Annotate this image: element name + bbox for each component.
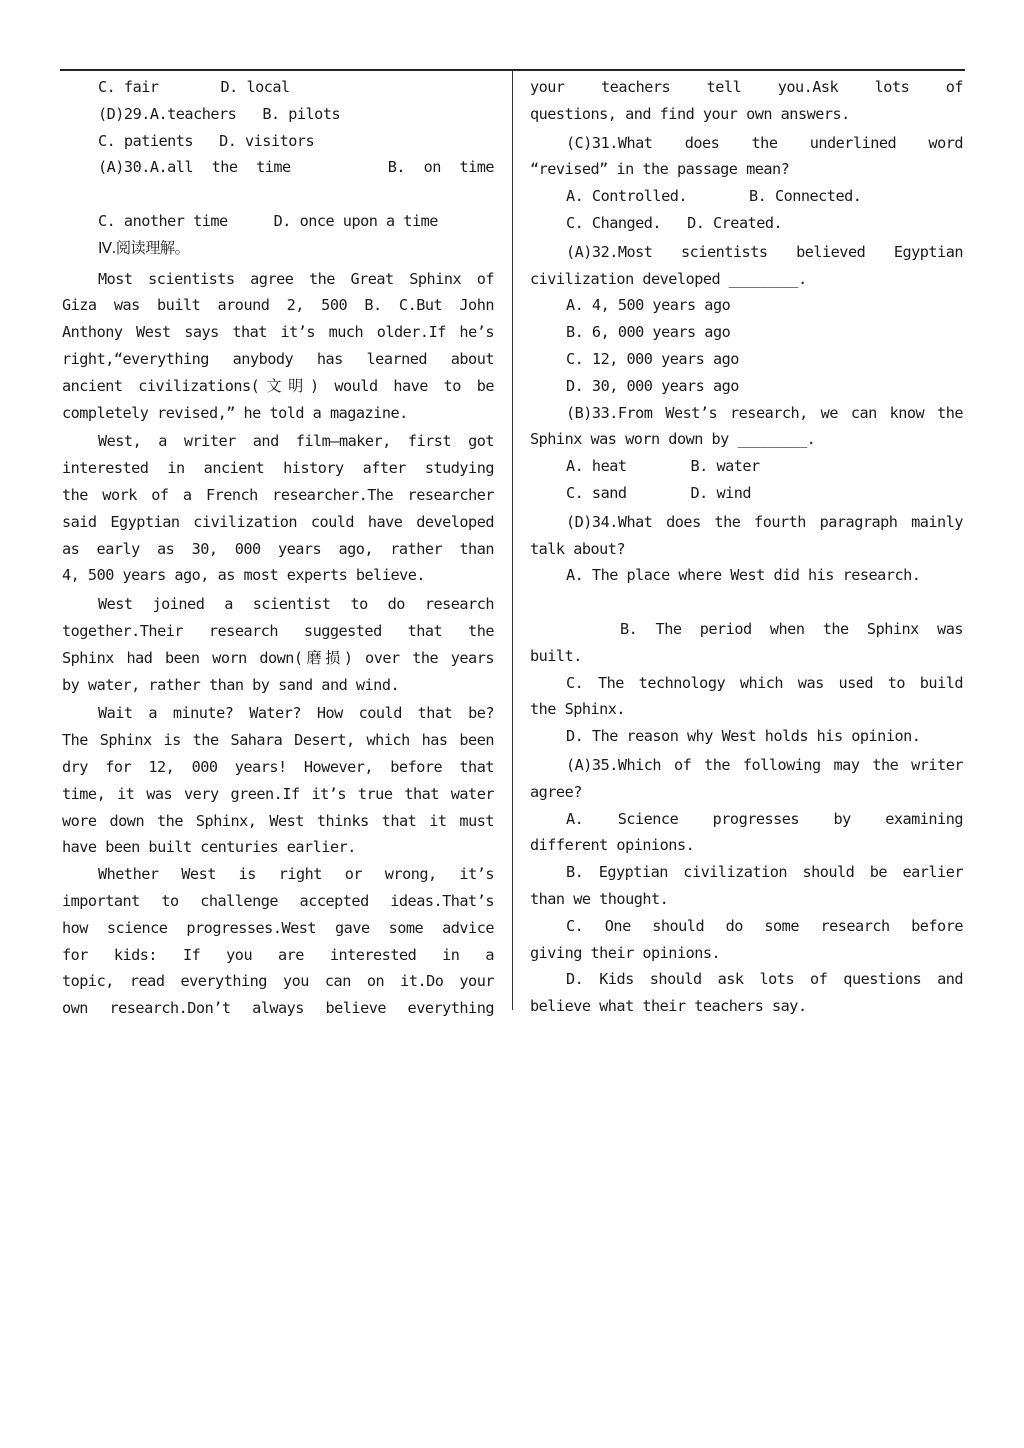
q35-option: than we thought. xyxy=(530,889,669,908)
q35-option: C. One should do some research before xyxy=(566,916,963,935)
q34-stem: (D)34.What does the fourth paragraph mainly xyxy=(566,512,963,531)
passage-line: said Egyptian civilization could have developed xyxy=(62,512,494,531)
q32-option: D. 30, 000 years ago xyxy=(566,376,739,395)
passage-line: own research.Don’t always believe everything xyxy=(62,999,494,1018)
q34-option: C. The technology which was used to build xyxy=(566,673,963,692)
q30-line-1: (A)30.A.all the time B. on time xyxy=(98,158,494,177)
passage-line: The Sphinx is the Sahara Desert, which has been xyxy=(62,731,494,750)
passage-line: completely revised,” he told a magazine. xyxy=(62,403,408,422)
q33-options: A. heat B. water xyxy=(566,457,760,476)
q35-option: believe what their teachers say. xyxy=(530,997,807,1016)
passage-line: topic, read everything you can on it.Do your xyxy=(62,972,494,991)
q33-stem: Sphinx was worn down by ________. xyxy=(530,430,816,449)
q33-options: C. sand D. wind xyxy=(566,483,752,502)
q35-option: giving their opinions. xyxy=(530,943,721,962)
q34-option: the Sphinx. xyxy=(530,700,626,719)
q32-option: A. 4, 500 years ago xyxy=(566,296,731,315)
q31-stem: (C)31.What does the underlined word xyxy=(566,133,963,152)
passage-line: right,“everything anybody has learned about xyxy=(62,349,494,368)
passage-line: ancient civilizations(文明) would have to be xyxy=(62,376,494,395)
passage-line: interested in ancient history after studying xyxy=(62,459,494,478)
column-divider xyxy=(512,70,513,1010)
reading-passage xyxy=(62,266,494,1022)
q32-stem: (A)32.Most scientists believed Egyptian xyxy=(566,242,963,261)
q29-line-1: (D)29.A.teachers B. pilots xyxy=(98,104,341,123)
passage-line: Giza was built around 2, 500 B. C.But John xyxy=(62,296,494,315)
passage-line: questions, and find your own answers. xyxy=(530,104,850,123)
section-heading: Ⅳ.阅读理解。 xyxy=(98,238,190,257)
blank-line xyxy=(62,181,494,208)
q35-stem: agree? xyxy=(530,782,582,801)
passage-line: Wait a minute? Water? How could that be? xyxy=(98,704,494,723)
passage-line: how science progresses.West gave some advice xyxy=(62,918,494,937)
passage-line: Whether West is right or wrong, it’s xyxy=(98,865,494,884)
passage-line: Most scientists agree the Great Sphinx of xyxy=(98,269,494,288)
passage-line: together.Their research suggested that the xyxy=(62,621,494,640)
q31-stem: “revised” in the passage mean? xyxy=(530,160,790,179)
passage-line: for kids: If you are interested in a xyxy=(62,945,494,964)
q34-option: D. The reason why West holds his opinion. xyxy=(566,727,921,746)
q34-stem: talk about? xyxy=(530,539,626,558)
passage-line: your teachers tell you.Ask lots of xyxy=(530,78,963,96)
passage-line: West joined a scientist to do research xyxy=(98,595,494,614)
q31-options: A. Controlled. B. Connected. xyxy=(566,187,862,206)
q32-option: B. 6, 000 years ago xyxy=(566,323,731,342)
q33-stem: (B)33.From West’s research, we can know the xyxy=(566,403,963,422)
q34-option: B. The period when the Sphinx was xyxy=(620,619,963,638)
passage-line: the work of a French researcher.The researcher xyxy=(62,485,494,504)
passage-line: wore down the Sphinx, West thinks that it must xyxy=(62,811,494,830)
passage-line: time, it was very green.If it’s true that water xyxy=(62,784,494,803)
q32-stem: civilization developed ________. xyxy=(530,269,807,288)
q35-option: D. Kids should ask lots of questions and xyxy=(566,970,963,989)
passage-line: dry for 12, 000 years! However, before that xyxy=(62,757,494,776)
q34-option: A. The place where West did his research. xyxy=(566,566,921,585)
passage-line: have been built centuries earlier. xyxy=(62,838,356,857)
q35-stem: (A)35.Which of the following may the writer xyxy=(566,755,963,774)
blank-line xyxy=(530,589,963,616)
q28-options: C. fair D. local xyxy=(98,78,290,96)
q31-options: C. Changed. D. Created. xyxy=(566,213,783,232)
passage-line: 4, 500 years ago, as most experts believe. xyxy=(62,566,426,585)
q32-option: C. 12, 000 years ago xyxy=(566,349,739,368)
passage-line: important to challenge accepted ideas.That’s xyxy=(62,891,494,910)
q35-option: A. Science progresses by examining xyxy=(566,809,963,828)
right-column xyxy=(530,74,963,1020)
q35-option: different opinions. xyxy=(530,836,695,855)
passage-line: by water, rather than by sand and wind. xyxy=(62,675,400,694)
q35-option: B. Egyptian civilization should be earlier xyxy=(566,863,963,882)
passage-line: Anthony West says that it’s much older.If he’s xyxy=(62,323,494,342)
passage-line: as early as 30, 000 years ago, rather than xyxy=(62,539,494,558)
passage-line: Sphinx had been worn down(磨损) over the years xyxy=(62,648,494,667)
passage-line: West, a writer and film—maker, first got xyxy=(98,432,494,451)
q34-option: built. xyxy=(530,646,582,665)
left-column xyxy=(62,74,494,1022)
q30-line-2: C. another time D. once upon a time xyxy=(98,211,438,230)
q29-line-2: C. patients D. visitors xyxy=(98,131,315,150)
